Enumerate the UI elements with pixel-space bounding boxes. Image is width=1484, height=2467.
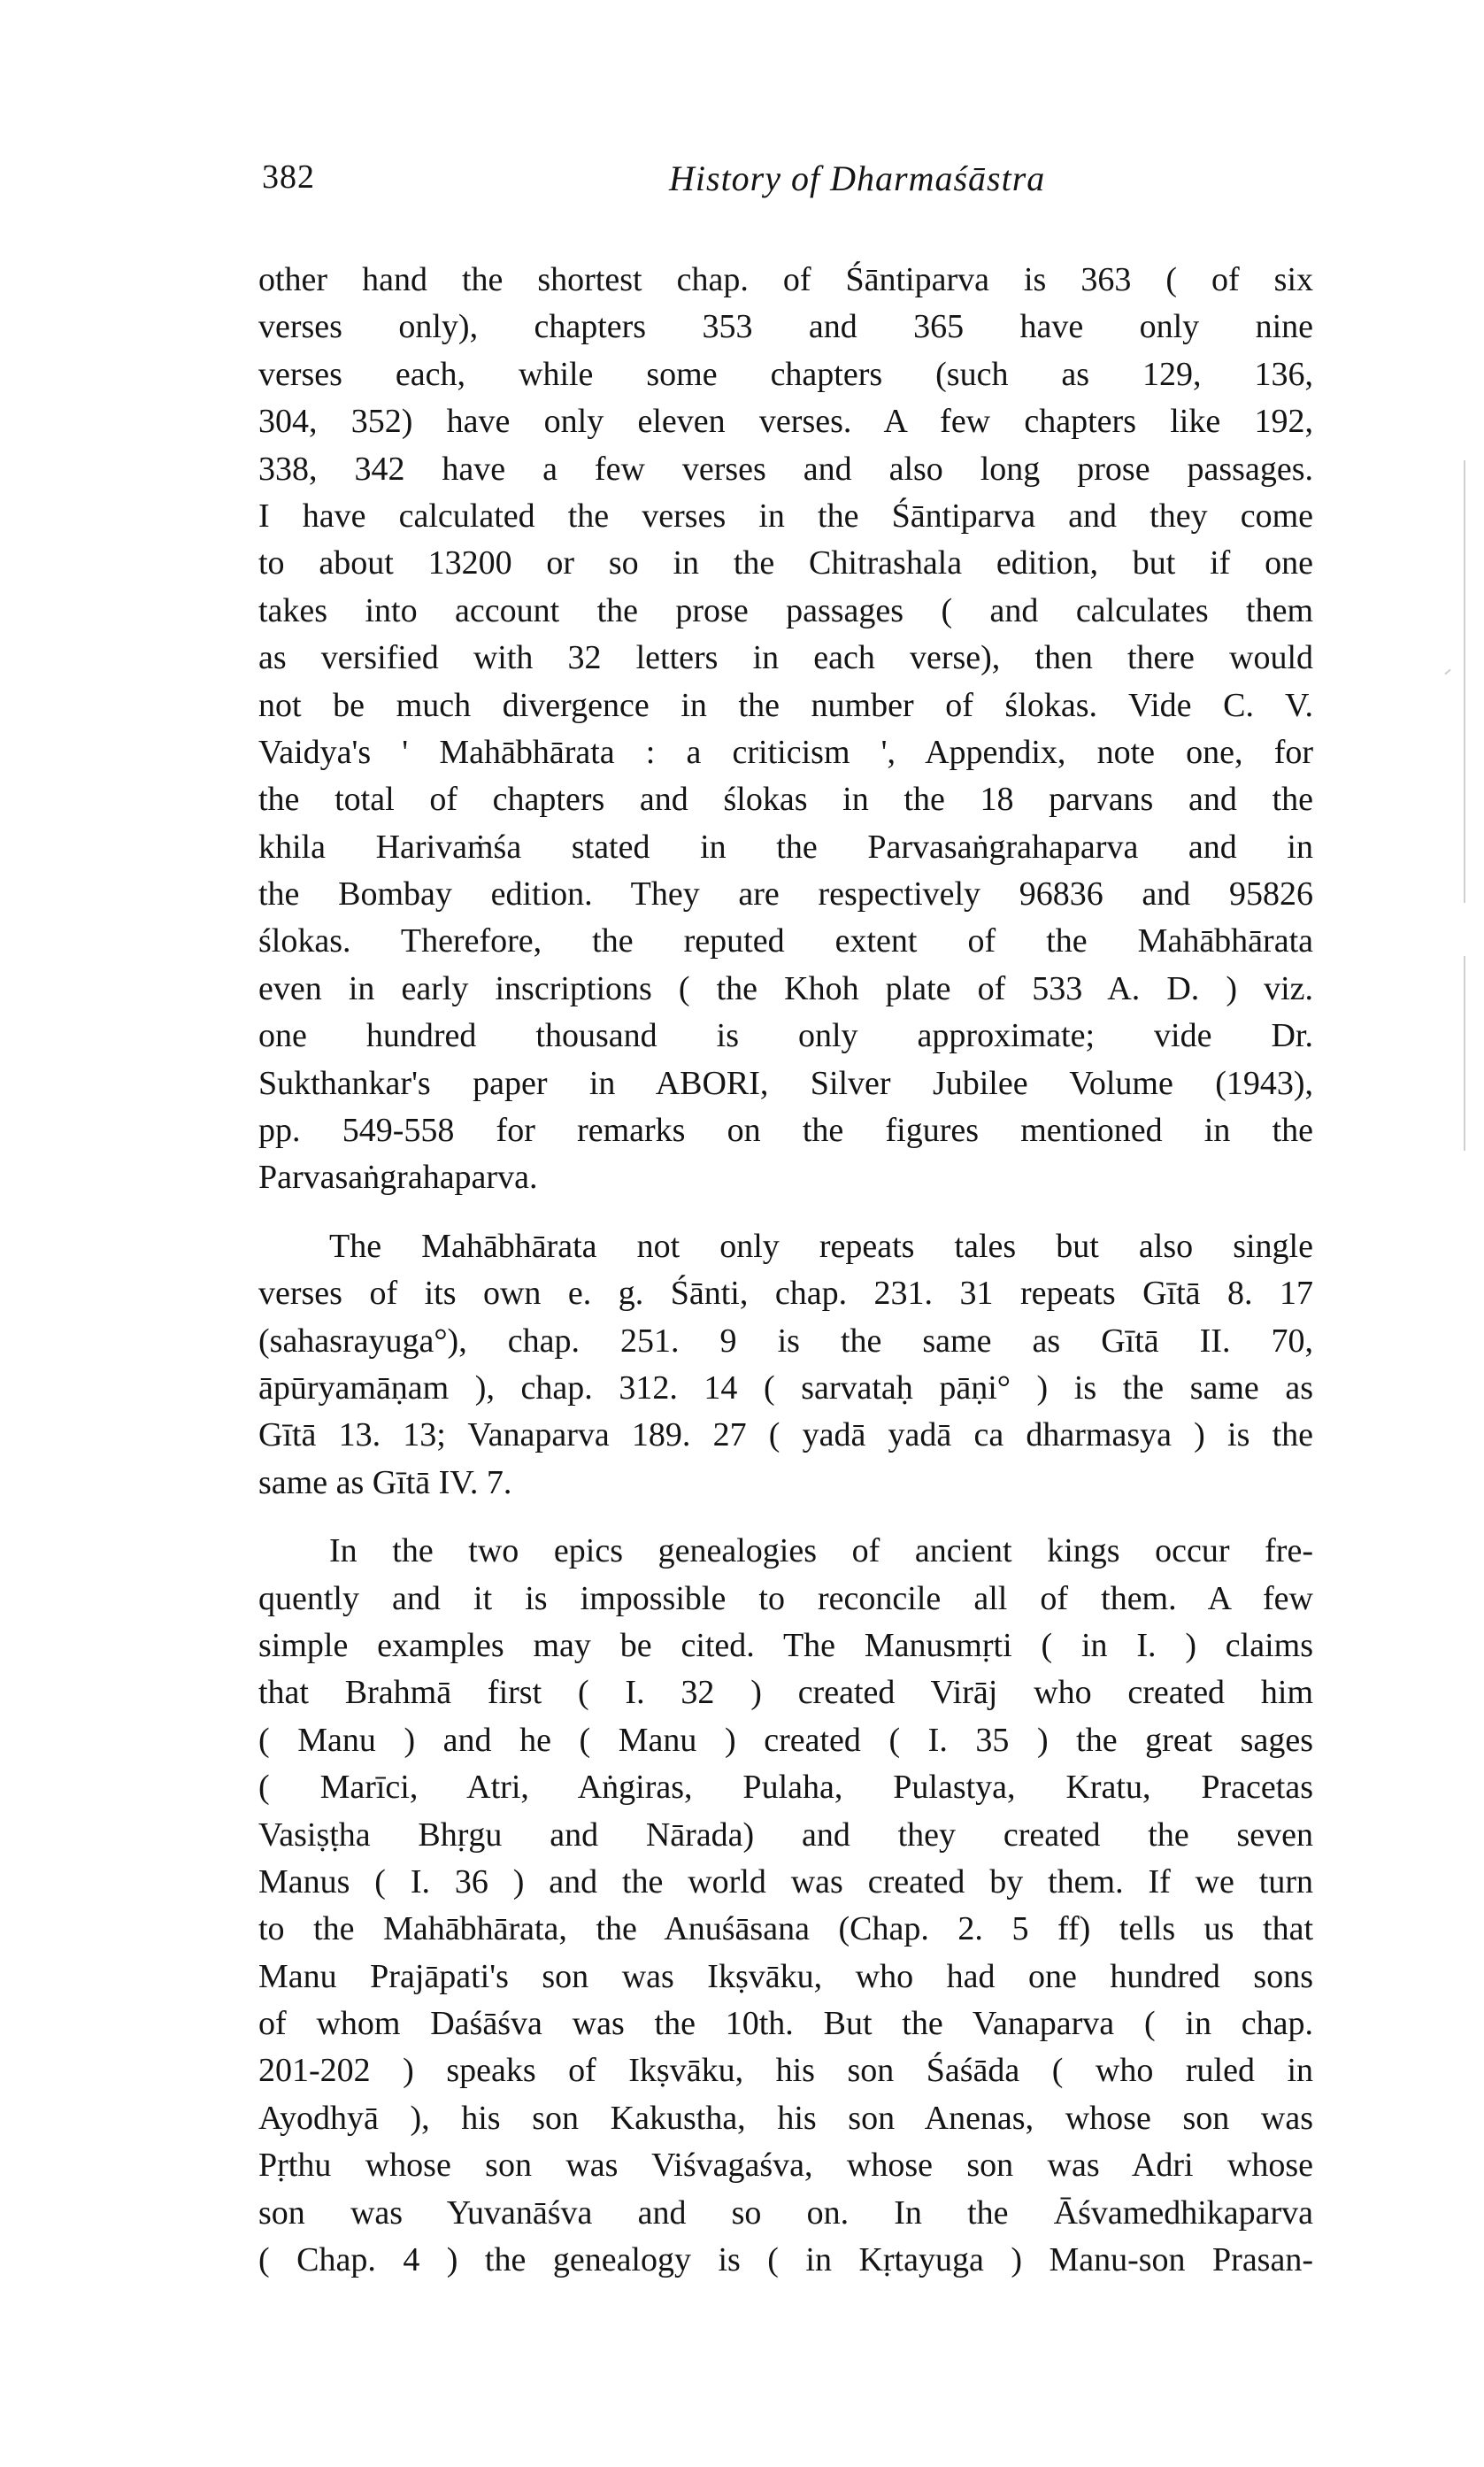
text-line: Parvasaṅgrahaparva. <box>258 1159 538 1197</box>
page-number: 382 <box>262 158 315 196</box>
text-line: son was Yuvanāśva and so on. In the Āśvamedhikaparva <box>258 2193 1313 2232</box>
text-line: verses of its own e. g. Śānti, chap. 231. 31 repeats Gītā 8. 17 <box>258 1275 1313 1313</box>
text-line: ( Chap. 4 ) the genealogy is ( in Kṛtayuga ) Manu-son Prasan- <box>258 2241 1313 2279</box>
text-line: khila Harivaṁśa stated in the Parvasaṅgrahaparva and in <box>258 828 1313 866</box>
text-line: not be much divergence in the number of ślokas. Vide C. V. <box>258 686 1313 724</box>
text-line: verses each, while some chapters (such as 129, 136, <box>258 355 1313 393</box>
text-line: Pṛthu whose son was Viśvagaśva, whose son was Adri whose <box>258 2147 1313 2185</box>
text-line: the Bombay edition. They are respectively 96836 and 95826 <box>258 875 1313 914</box>
text-line: The Mahābhārata not only repeats tales but also single <box>329 1227 1313 1265</box>
text-line: verses only), chapters 353 and 365 have only nine <box>258 308 1313 346</box>
scan-margin-line <box>1464 956 1465 1151</box>
text-line: quently and it is impossible to reconcile all of them. A few <box>258 1579 1313 1617</box>
text-line: Vasiṣṭha Bhṛgu and Nārada) and they created the seven <box>258 1816 1313 1854</box>
text-line: In the two epics genealogies of ancient kings occur fre- <box>329 1532 1313 1570</box>
text-line: I have calculated the verses in the Śāntiparva and they come <box>258 497 1313 535</box>
text-line: takes into account the prose passages ( and calculates them <box>258 591 1313 629</box>
text-line: to about 13200 or so in the Chitrashala edition, but if one <box>258 544 1313 582</box>
text-line: pp. 549-558 for remarks on the figures mentioned in the <box>258 1112 1313 1150</box>
text-line: same as Gītā IV. 7. <box>258 1463 512 1501</box>
text-line: one hundred thousand is only approximate; vide Dr. <box>258 1017 1313 1055</box>
paragraph-3 <box>258 1528 1313 2284</box>
text-line: ( Marīci, Atri, Aṅgiras, Pulaha, Pulastya, Kratu, Pracetas <box>258 1769 1313 1807</box>
text-line: other hand the shortest chap. of Śāntiparva is 363 ( of six <box>258 261 1313 298</box>
text-line: (sahasrayuga°), chap. 251. 9 is the same as Gītā II. 70, <box>258 1322 1313 1360</box>
paragraph-gap <box>258 1507 1313 1528</box>
text-line: ślokas. Therefore, the reputed extent of the Mahābhārata <box>258 922 1313 960</box>
paragraph-1 <box>258 257 1313 1202</box>
scan-margin-line <box>1464 460 1465 903</box>
text-line: even in early inscriptions ( the Khoh plate of 533 A. D. ) viz. <box>258 969 1313 1007</box>
text-line: āpūryamāṇam ), chap. 312. 14 ( sarvataḥ pāṇi° ) is the same as <box>258 1368 1313 1407</box>
text-line: as versified with 32 letters in each verse), then there would <box>258 639 1313 677</box>
text-line: to the Mahābhārata, the Anuśāsana (Chap. 2. 5 ff) tells us that <box>258 1910 1313 1948</box>
text-line: that Brahmā first ( I. 32 ) created Virāj who created him <box>258 1674 1313 1712</box>
text-line: 338, 342 have a few verses and also long prose passages. <box>258 450 1313 488</box>
text-line: Vaidya's ' Mahābhārata : a criticism ', Appendix, note one, for <box>258 733 1313 771</box>
text-line: Ayodhyā ), his son Kakustha, his son Anenas, whose son was <box>258 2099 1313 2137</box>
paragraph-2 <box>258 1223 1313 1507</box>
text-line: Manus ( I. 36 ) and the world was created by them. If we turn <box>258 1862 1313 1900</box>
running-title: History of Dharmaśāstra <box>669 158 1046 198</box>
text-line: ( Manu ) and he ( Manu ) created ( I. 35 ) the great sages <box>258 1721 1313 1759</box>
text-line: of whom Daśāśva was the 10th. But the Vanaparva ( in chap. <box>258 2005 1313 2043</box>
scan-artifact <box>1444 669 1450 675</box>
text-line: Manu Prajāpati's son was Ikṣvāku, who had one hundred sons <box>258 1957 1313 1995</box>
text-line: 304, 352) have only eleven verses. A few chapters like 192, <box>258 403 1313 441</box>
text-line: 201-202 ) speaks of Ikṣvāku, his son Śaśāda ( who ruled in <box>258 2052 1313 2090</box>
paragraph-gap <box>258 1202 1313 1223</box>
body-text <box>258 257 1313 2284</box>
page-header <box>262 158 1315 211</box>
text-line: the total of chapters and ślokas in the 18 parvans and the <box>258 781 1313 819</box>
text-line: Gītā 13. 13; Vanaparva 189. 27 ( yadā yadā ca dharmasya ) is the <box>258 1416 1313 1454</box>
text-line: simple examples may be cited. The Manusmṛti ( in I. ) claims <box>258 1626 1313 1664</box>
text-line: Sukthankar's paper in ABORI, Silver Jubilee Volume (1943), <box>258 1064 1313 1102</box>
